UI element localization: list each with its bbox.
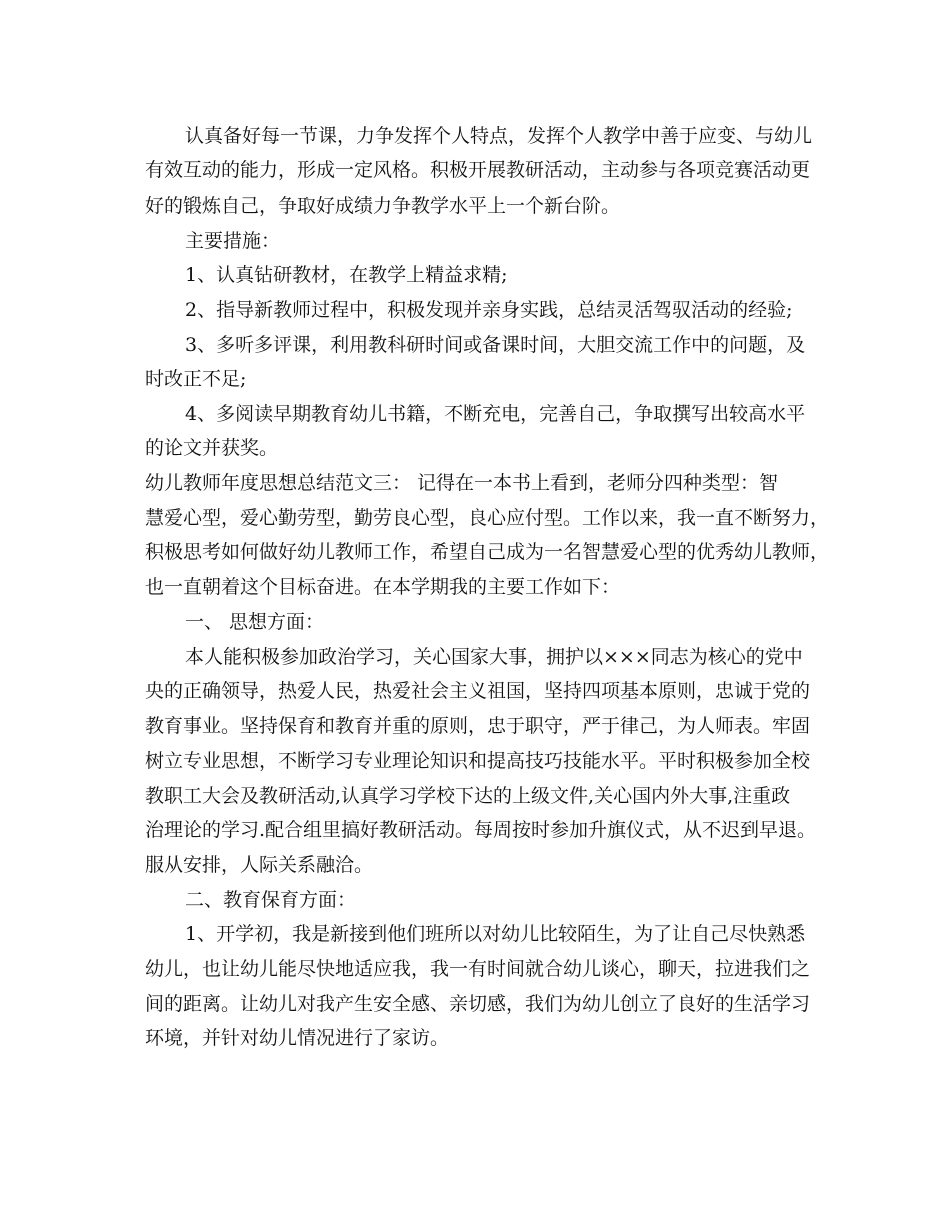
paragraph-3-line-6: 治理论的学习.配合组里搞好教研活动。每周按时参加升旗仪式，从不迟到早退。 xyxy=(145,819,817,841)
measure-item-4-line-2: 的论文并获奖。 xyxy=(145,437,279,459)
paragraph-4-line-3: 间的距离。让幼儿对我产生安全感、亲切感，我们为幼儿创立了良好的生活学习 xyxy=(145,993,811,1015)
paragraph-3-line-5: 教职工大会及教研活动,认真学习学校下达的上级文件,关心国内外大事,注重政 xyxy=(145,785,791,807)
paragraph-3-line-2: 央的正确领导，热爱人民，热爱社会主义祖国，坚持四项基本原则，忠诚于党的 xyxy=(145,680,811,702)
measure-item-1: 1、认真钻研教材，在教学上精益求精; xyxy=(185,264,508,286)
measure-item-4-line-1: 4、多阅读早期教育幼儿书籍，不断充电，完善自己，争取撰写出较高水平 xyxy=(185,403,806,425)
paragraph-1-line-3: 好的锻炼自己，争取好成绩力争教学水平上一个新台阶。 xyxy=(145,195,621,217)
paragraph-3-line-1: 本人能积极参加政治学习，关心国家大事，拥护以×××同志为核心的党中 xyxy=(185,646,803,668)
section-heading-education: 二、教育保育方面： xyxy=(185,889,357,911)
measure-item-3-line-2: 时改正不足; xyxy=(145,368,247,390)
paragraph-1-line-1: 认真备好每一节课，力争发挥个人特点，发挥个人教学中善于应变、与幼儿 xyxy=(185,125,813,147)
paragraph-3-line-4: 树立专业思想，不断学习专业理论知识和提高技巧技能水平。平时积极参加全校 xyxy=(145,750,811,772)
measure-item-3-line-1: 3、多听多评课，利用教科研时间或备课时间，大胆交流工作中的问题，及 xyxy=(185,334,806,356)
paragraph-4-line-4: 环境，并针对幼儿情况进行了家访。 xyxy=(145,1027,450,1049)
paragraph-4-line-1: 1、开学初，我是新接到他们班所以对幼儿比较陌生，为了让自己尽快熟悉 xyxy=(185,923,806,945)
essay-title-line: 幼儿教师年度思想总结范文三： 记得在一本书上看到，老师分四种类型：智 xyxy=(145,472,779,494)
section-heading-measures: 主要措施： xyxy=(185,230,281,252)
section-heading-thought: 一、 思想方面： xyxy=(185,611,325,633)
paragraph-4-line-2: 幼儿，也让幼儿能尽快地适应我，我一有时间就合幼儿谈心，聊天，拉进我们之 xyxy=(145,958,811,980)
paragraph-2-line-2: 慧爱心型，爱心勤劳型，勤劳良心型，良心应付型。工作以来，我一直不断努力， xyxy=(145,507,830,529)
paragraph-3-line-7: 服从安排，人际关系融洽。 xyxy=(145,854,374,876)
paragraph-3-line-3: 教育事业。坚持保育和教育并重的原则，忠于职守，严于律己，为人师表。牢固 xyxy=(145,715,811,737)
paragraph-2-line-4: 也一直朝着这个目标奋进。在本学期我的主要工作如下： xyxy=(145,576,621,598)
measure-item-2: 2、指导新教师过程中，积极发现并亲身实践，总结灵活驾驭活动的经验; xyxy=(185,299,793,321)
paragraph-2-line-3: 积极思考如何做好幼儿教师工作，希望自己成为一名智慧爱心型的优秀幼儿教师， xyxy=(145,541,830,563)
paragraph-1-line-2: 有效互动的能力，形成一定风格。积极开展教研活动，主动参与各项竞赛活动更 xyxy=(145,159,811,181)
